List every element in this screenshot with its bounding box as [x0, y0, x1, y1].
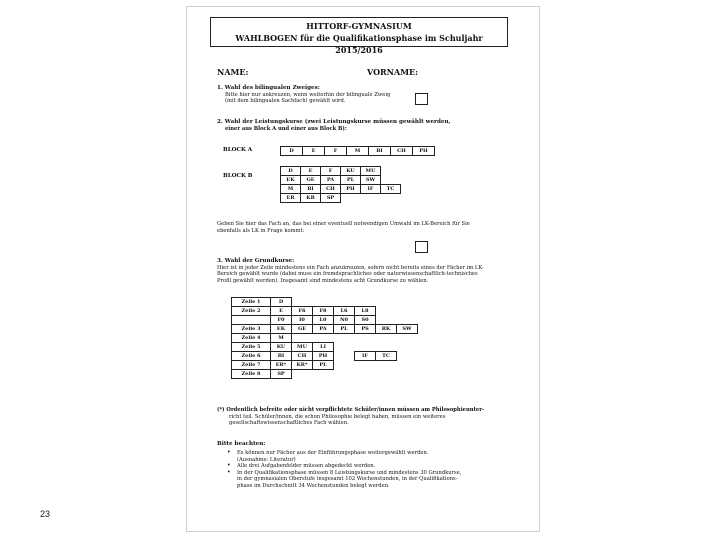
row-label — [232, 316, 271, 325]
row-label: Zeile 5 — [232, 343, 271, 352]
row-label: Zeile 4 — [232, 334, 271, 343]
name-line — [217, 67, 517, 77]
row-label: Zeile 1 — [232, 298, 271, 307]
course-cell[interactable]: D — [281, 167, 301, 176]
notes-list — [227, 450, 527, 490]
table-row — [232, 352, 418, 361]
course-cell[interactable]: E — [301, 167, 321, 176]
course-cell[interactable]: SW — [361, 176, 381, 185]
course-cell — [334, 343, 355, 352]
course-cell[interactable]: PS — [355, 325, 376, 334]
course-cell — [292, 334, 313, 343]
course-cell[interactable]: IF — [361, 185, 381, 194]
table-row — [281, 167, 401, 176]
course-cell[interactable]: F0 — [271, 316, 292, 325]
course-cell[interactable]: PL — [341, 176, 361, 185]
course-cell[interactable]: GE — [292, 325, 313, 334]
course-cell — [355, 370, 376, 379]
course-cell — [341, 194, 361, 203]
section-2 — [217, 119, 517, 132]
section-2-text: einer aus Block A und einer aus Block B): — [225, 125, 347, 132]
course-cell — [397, 316, 418, 325]
course-cell[interactable]: LI — [313, 343, 334, 352]
table-row — [232, 343, 418, 352]
course-cell — [334, 370, 355, 379]
note-text: ebenfalls als LK in Frage kommt: — [217, 227, 305, 234]
list-item: • Alle drei Aufgabenfelder müssen abgedeckt werden. — [227, 463, 527, 470]
course-cell[interactable]: PL — [334, 325, 355, 334]
lk-alternative-box[interactable] — [415, 241, 428, 253]
row-label: Zeile 7 — [232, 361, 271, 370]
section-1-heading: 1. Wahl des bilingualen Zweiges: — [217, 85, 320, 91]
list-item: • Es können nur Fächer aus der Einführungsphase weitergewählt werden. (Ausnahme: Literatur) — [227, 450, 527, 463]
course-cell — [376, 298, 397, 307]
course-cell[interactable]: N0 — [334, 316, 355, 325]
course-cell[interactable]: E — [303, 147, 325, 156]
list-item: • In der Qualifikationsphase müssen 8 Leistungskurse und mindestens 30 Grundkurse, in der gymnasialen Oberstufe insgesamt 102 Wochenstunden, in der Qualifikations- phase im Durchschnitt 34 Wochenstunden belegt werden. — [227, 470, 527, 490]
course-cell — [355, 334, 376, 343]
table-row — [232, 325, 418, 334]
section-3 — [217, 258, 517, 284]
course-cell[interactable]: E — [271, 307, 292, 316]
row-label: Zeile 3 — [232, 325, 271, 334]
course-cell[interactable]: BI — [369, 147, 391, 156]
table-row — [232, 334, 418, 343]
course-cell[interactable]: PH — [313, 352, 334, 361]
course-cell — [292, 370, 313, 379]
course-cell — [334, 352, 355, 361]
section-1-text: (mit dem bilingualen Sachfach) gewählt wird. — [225, 98, 346, 105]
course-cell[interactable]: F8 — [313, 307, 334, 316]
course-cell — [376, 316, 397, 325]
course-cell — [381, 194, 401, 203]
course-cell — [397, 298, 418, 307]
course-cell — [355, 343, 376, 352]
course-cell — [376, 370, 397, 379]
course-cell[interactable]: M — [271, 334, 292, 343]
course-cell[interactable]: ER — [281, 194, 301, 203]
course-cell[interactable]: MU — [292, 343, 313, 352]
block-b-table — [280, 166, 401, 203]
course-cell — [334, 361, 355, 370]
section-2-heading: 2. Wahl der Leistungskurse (zwei Leistungskurse müssen gewählt werden, — [217, 119, 451, 125]
block-a-label: BLOCK A — [223, 147, 253, 153]
course-cell — [376, 361, 397, 370]
course-cell[interactable]: S0 — [355, 316, 376, 325]
course-cell[interactable]: F6 — [292, 307, 313, 316]
course-cell[interactable]: IF — [355, 352, 376, 361]
course-cell[interactable]: KR* — [292, 361, 313, 370]
course-cell[interactable]: MU — [361, 167, 381, 176]
course-cell[interactable]: KU — [341, 167, 361, 176]
block-a-table — [280, 146, 435, 156]
course-cell[interactable]: TC — [381, 185, 401, 194]
course-cell[interactable]: I0 — [292, 316, 313, 325]
section-3-text: Hier ist in jeder Zeile mindestens ein Fach anzukreuzen, sofern nicht bereits eines der Fächer im LK- — [217, 264, 484, 271]
course-cell[interactable]: SP — [321, 194, 341, 203]
footnote-text: richt teil. Schüler/innen, die schon Philosophie belegt haben, müssen ein weiteres — [229, 413, 446, 420]
course-cell — [397, 352, 418, 361]
course-cell[interactable]: EK — [271, 325, 292, 334]
lk-alternative-note — [217, 221, 517, 234]
course-cell[interactable]: M — [347, 147, 369, 156]
course-cell[interactable]: EK — [281, 176, 301, 185]
form-title: WAHLBOGEN für die Qualifikationsphase im Schuljahr 2015/2016 — [235, 33, 483, 55]
course-cell[interactable]: BI — [301, 185, 321, 194]
bitte-beachten: Bitte beachten: — [217, 441, 266, 447]
slide-number: 23 — [40, 509, 51, 519]
course-cell — [313, 370, 334, 379]
course-cell — [397, 343, 418, 352]
grundkurse-table — [231, 297, 418, 379]
course-cell[interactable]: KU — [271, 343, 292, 352]
course-cell — [397, 307, 418, 316]
course-cell[interactable]: PH — [341, 185, 361, 194]
course-cell[interactable]: CH — [391, 147, 413, 156]
course-cell[interactable]: CH — [292, 352, 313, 361]
course-cell — [397, 370, 418, 379]
course-cell[interactable]: F — [321, 167, 341, 176]
table-row — [232, 370, 418, 379]
section-1 — [217, 85, 497, 105]
course-cell — [361, 194, 381, 203]
school-name: HITTORF-GYMNASIUM — [306, 21, 412, 31]
course-cell — [355, 298, 376, 307]
row-label: Zeile 6 — [232, 352, 271, 361]
course-cell[interactable]: PA — [321, 176, 341, 185]
table-row — [232, 307, 418, 316]
course-cell — [376, 307, 397, 316]
course-cell[interactable]: M — [281, 185, 301, 194]
block-b-label: BLOCK B — [223, 173, 253, 179]
row-label: Zeile 8 — [232, 370, 271, 379]
course-cell[interactable]: D — [281, 147, 303, 156]
section-1-text: Bitte hier nur ankreuzen, wenn weiterhin der bilinguale Zweig — [225, 91, 391, 98]
name-label: NAME: — [217, 67, 249, 77]
course-cell — [334, 334, 355, 343]
footnote — [217, 407, 517, 427]
course-cell — [313, 298, 334, 307]
table-row — [281, 194, 401, 203]
course-cell[interactable]: F — [325, 147, 347, 156]
course-cell — [334, 298, 355, 307]
course-cell[interactable]: BI — [271, 352, 292, 361]
course-cell[interactable]: ER* — [271, 361, 292, 370]
course-cell[interactable]: PH — [413, 147, 435, 156]
section-3-text: Bereich gewählt wurde (dabei muss ein fremdsprachliches oder naturwissenschaftlich-technisches — [217, 271, 478, 278]
course-cell — [397, 334, 418, 343]
table-row — [232, 361, 418, 370]
course-cell[interactable]: KR — [301, 194, 321, 203]
course-cell — [376, 334, 397, 343]
table-row — [281, 176, 401, 185]
title-box — [210, 17, 508, 55]
course-cell[interactable]: PA — [313, 325, 334, 334]
course-cell[interactable]: L6 — [334, 307, 355, 316]
course-cell — [292, 298, 313, 307]
table-row — [232, 298, 418, 307]
document-page — [186, 6, 540, 532]
course-cell[interactable]: TC — [376, 352, 397, 361]
course-cell — [355, 361, 376, 370]
table-row — [232, 316, 418, 325]
course-cell[interactable]: PL — [313, 361, 334, 370]
course-cell[interactable]: CH — [321, 185, 341, 194]
course-cell[interactable]: GE — [301, 176, 321, 185]
course-cell[interactable]: SW — [397, 325, 418, 334]
course-cell — [381, 176, 401, 185]
course-cell — [397, 361, 418, 370]
vorname-label: VORNAME: — [367, 67, 419, 77]
course-cell[interactable]: SP — [271, 370, 292, 379]
table-row — [281, 185, 401, 194]
course-cell — [381, 167, 401, 176]
course-cell[interactable]: L8 — [355, 307, 376, 316]
course-cell[interactable]: L0 — [313, 316, 334, 325]
course-cell — [313, 334, 334, 343]
section-3-heading: 3. Wahl der Grundkurse: — [217, 258, 295, 264]
footnote-text: gesellschaftswissenschaftliches Fach wählen. — [229, 420, 349, 427]
course-cell[interactable]: RK — [376, 325, 397, 334]
row-label: Zeile 2 — [232, 307, 271, 316]
course-cell — [376, 343, 397, 352]
footnote-text: (*) Ordentlich befreite oder nicht verpflichtete Schüler/innen müssen am Philosophieunter- — [217, 407, 485, 413]
section-3-text: Profil gewählt werden). Insgesamt sind mindestens acht Grundkurse zu wählen. — [217, 277, 429, 284]
note-text: Geben Sie hier das Fach an, das bei einer eventuell notwendigen Umwahl im LK-Bereich für Sie — [217, 221, 470, 227]
bilingual-checkbox[interactable] — [415, 93, 428, 105]
course-cell[interactable]: D — [271, 298, 292, 307]
